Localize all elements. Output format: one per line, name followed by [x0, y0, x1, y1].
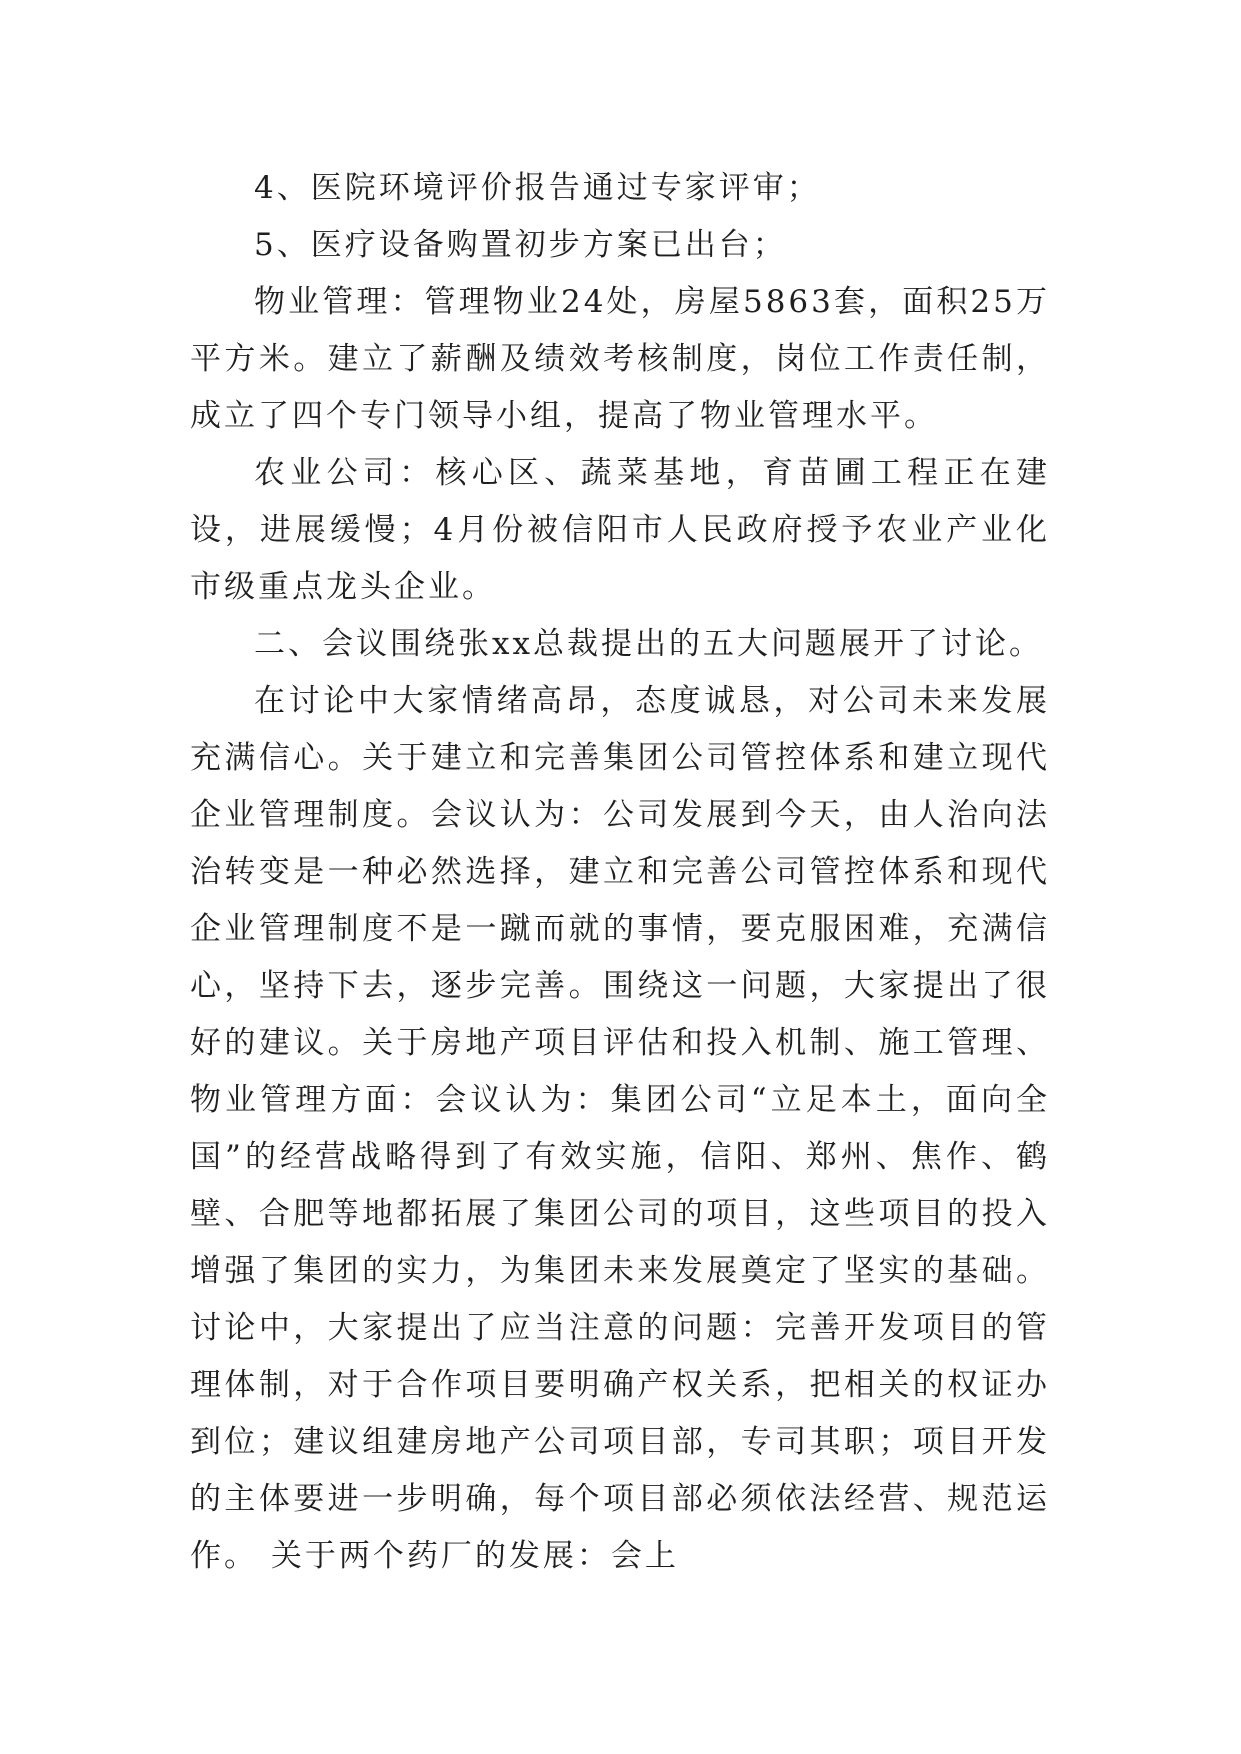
paragraph-medical-equipment: 5、医疗设备购置初步方案已出台； — [254, 227, 787, 263]
document-body — [190, 160, 1050, 1585]
paragraph-agriculture-company: 农业公司：核心区、蔬菜基地，育苗圃工程正在建设，进展缓慢；4月份被信阳市人民政府授予农业产业化市级重点龙头企业。 — [190, 455, 1050, 605]
paragraph-hospital-environment: 4、医院环境评价报告通过专家评审； — [254, 170, 821, 206]
paragraph-section-two-heading: 二、会议围绕张xx总裁提出的五大问题展开了讨论。 — [254, 626, 1043, 662]
paragraph-discussion: 在讨论中大家情绪高昂，态度诚恳，对公司未来发展充满信心。关于建立和完善集团公司管控体系和建立现代企业管理制度。会议认为：公司发展到今天，由人治向法治转变是一种必然选择，建立和完善公司管控体系和现代企业管理制度不是一蹴而就的事情，要克服困难，充满信心，坚持下去，逐步完善。围绕这一问题，大家提出了很好的建议。关于房地产项目评估和投入机制、施工管理、物业管理方面：会议认为：集团公司“立足本土，面向全国”的经营战略得到了有效实施，信阳、郑州、焦作、鹤壁、合肥等地都拓展了集团公司的项目，这些项目的投入增强了集团的实力，为集团未来发展奠定了坚实的基础。讨论中，大家提出了应当注意的问题：完善开发项目的管理体制，对于合作项目要明确产权关系，把相关的权证办到位；建议组建房地产公司项目部，专司其职；项目开发的主体要进一步明确，每个项目部必须依法经营、规范运作。 关于两个药厂的发展：会上 — [190, 683, 1050, 1574]
paragraph-property-management: 物业管理：管理物业24处，房屋5863套，面积25万平方米。建立了薪酬及绩效考核制度，岗位工作责任制，成立了四个专门领导小组，提高了物业管理水平。 — [190, 284, 1050, 434]
